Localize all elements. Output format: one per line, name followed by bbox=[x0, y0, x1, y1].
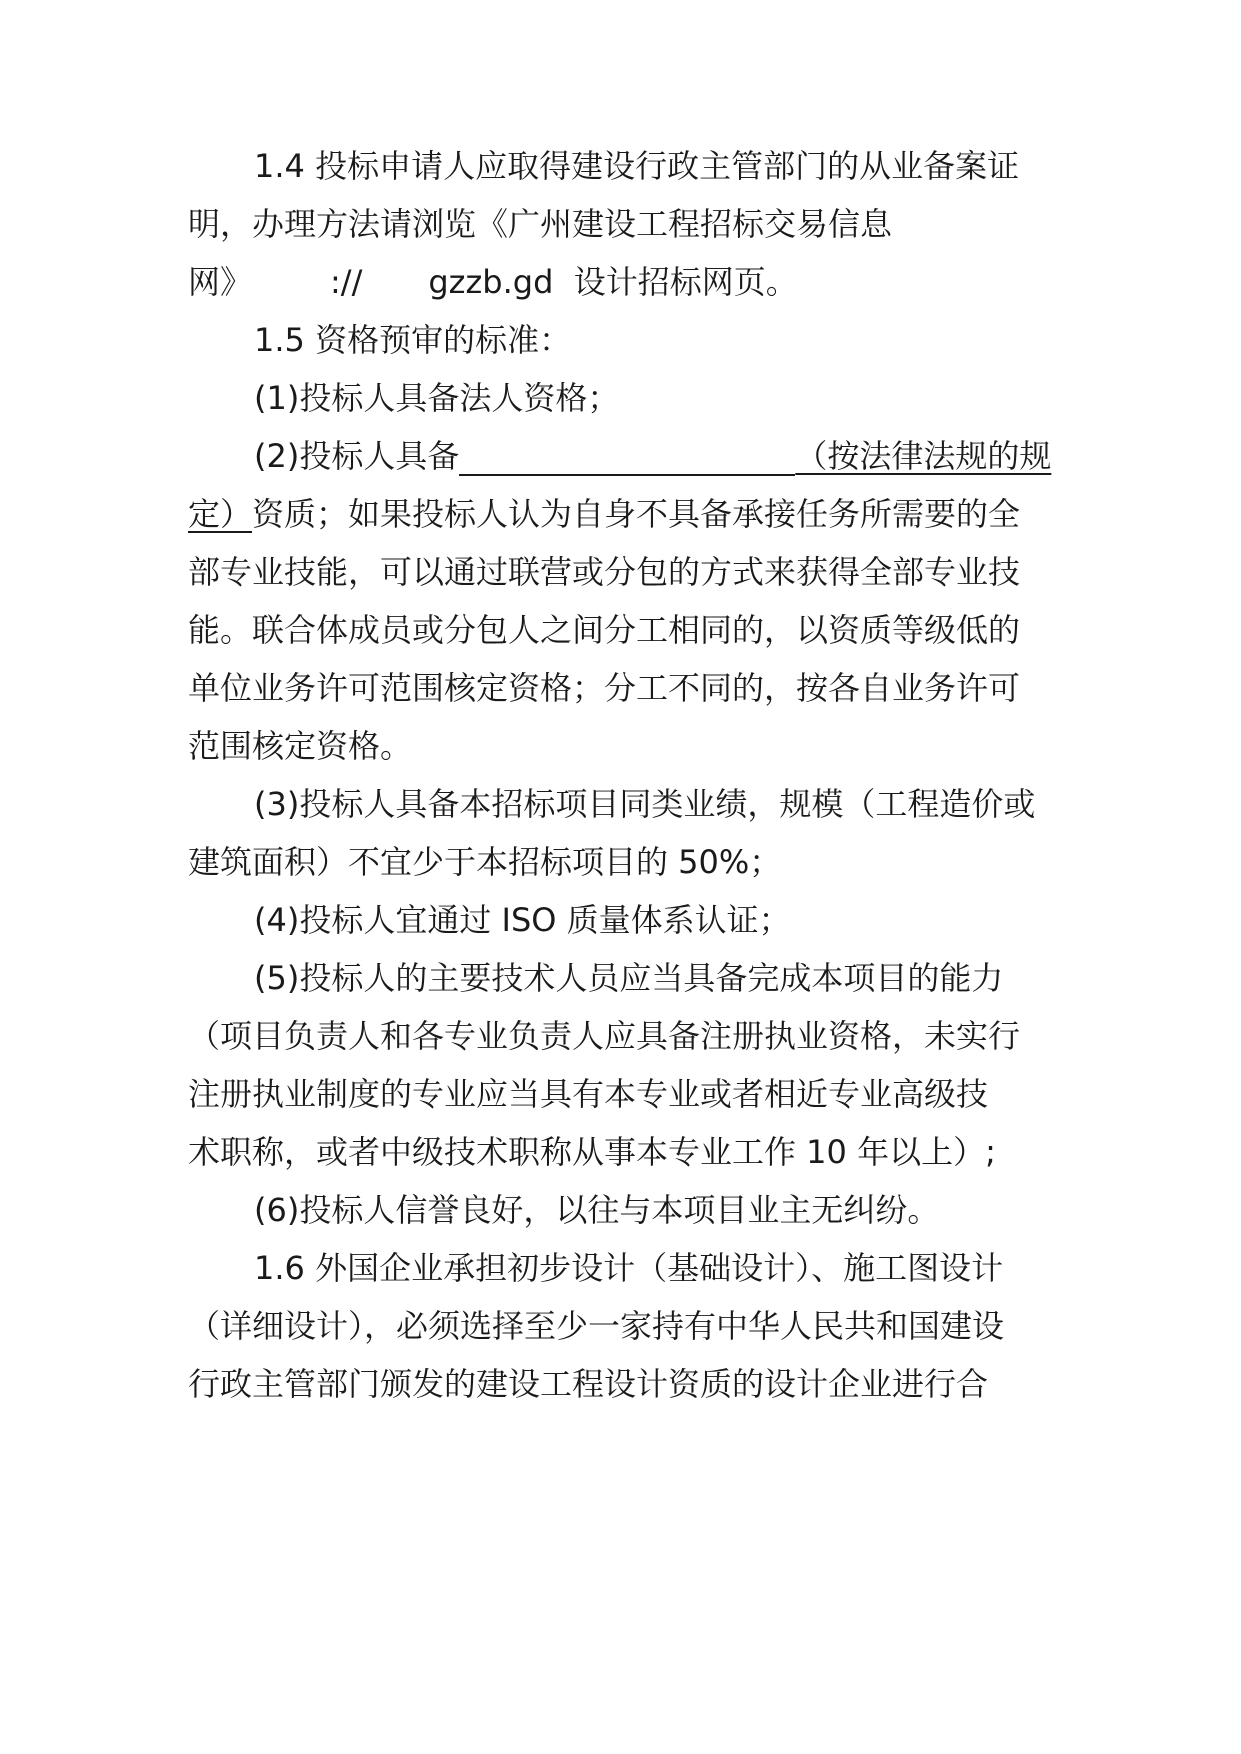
underlined-text: 定） bbox=[188, 495, 253, 533]
text-fragment: 设计招标网页。 bbox=[573, 263, 798, 301]
criterion-5-line-4: 术职称，或者中级技术职称从事本专业工作 10 年以上）; bbox=[188, 1133, 996, 1171]
criterion-2-line-3: 部专业技能，可以通过联营或分包的方式来获得全部专业技 bbox=[188, 553, 1021, 591]
criterion-5-line-1: (5)投标人的主要技术人员应当具备完成本项目的能力 bbox=[254, 959, 1004, 997]
criterion-5-line-2: （项目负责人和各专业负责人应具备注册执业资格，未实行 bbox=[188, 1017, 1021, 1055]
fill-in-blank bbox=[459, 440, 795, 476]
section-1-4-line-2: 明，办理方法请浏览《广州建设工程招标交易信息 bbox=[188, 205, 893, 243]
section-1-5-title: 1.5 资格预审的标准： bbox=[254, 321, 572, 359]
criterion-2-line-2 bbox=[188, 494, 1068, 534]
criterion-2-line-1 bbox=[254, 436, 1068, 476]
criterion-6: (6)投标人信誉良好，以往与本项目业主无纠纷。 bbox=[254, 1191, 940, 1229]
section-1-6-line-3: 行政主管部门颁发的建设工程设计资质的设计企业进行合 bbox=[188, 1365, 989, 1403]
criterion-3-line-1: (3)投标人具备本招标项目同类业绩，规模（工程造价或 bbox=[254, 785, 1036, 823]
text-fragment: :// bbox=[330, 263, 363, 301]
section-1-6-line-1: 1.6 外国企业承担初步设计（基础设计）、施工图设计 bbox=[254, 1249, 1004, 1287]
criterion-2-line-4: 能。联合体成员或分包人之间分工相同的，以资质等级低的 bbox=[188, 611, 1021, 649]
text-fragment: (2)投标人具备 bbox=[254, 437, 460, 475]
text-fragment: 网》 bbox=[188, 263, 253, 301]
criterion-2-line-6: 范围核定资格。 bbox=[188, 727, 413, 765]
criterion-1: (1)投标人具备法人资格； bbox=[254, 379, 620, 417]
section-1-4-line-3 bbox=[188, 262, 1068, 302]
website-domain: gzzb.gd bbox=[428, 263, 554, 301]
section-1-6-line-2: （详细设计），必须选择至少一家持有中华人民共和国建设 bbox=[188, 1307, 1005, 1345]
criterion-5-line-3: 注册执业制度的专业应当具有本专业或者相近专业高级技 bbox=[188, 1075, 989, 1113]
underlined-text: （按法律法规的规 bbox=[795, 437, 1052, 475]
criterion-3-line-2: 建筑面积）不宜少于本招标项目的 50%； bbox=[188, 843, 782, 881]
text-fragment: 资质；如果投标人认为自身不具备承接任务所需要的全 bbox=[252, 495, 1021, 533]
criterion-4: (4)投标人宜通过 ISO 质量体系认证； bbox=[254, 901, 791, 939]
criterion-2-line-5: 单位业务许可范围核定资格；分工不同的，按各自业务许可 bbox=[188, 669, 1021, 707]
section-1-4-line-1: 1.4 投标申请人应取得建设行政主管部门的从业备案证 bbox=[254, 147, 1020, 185]
